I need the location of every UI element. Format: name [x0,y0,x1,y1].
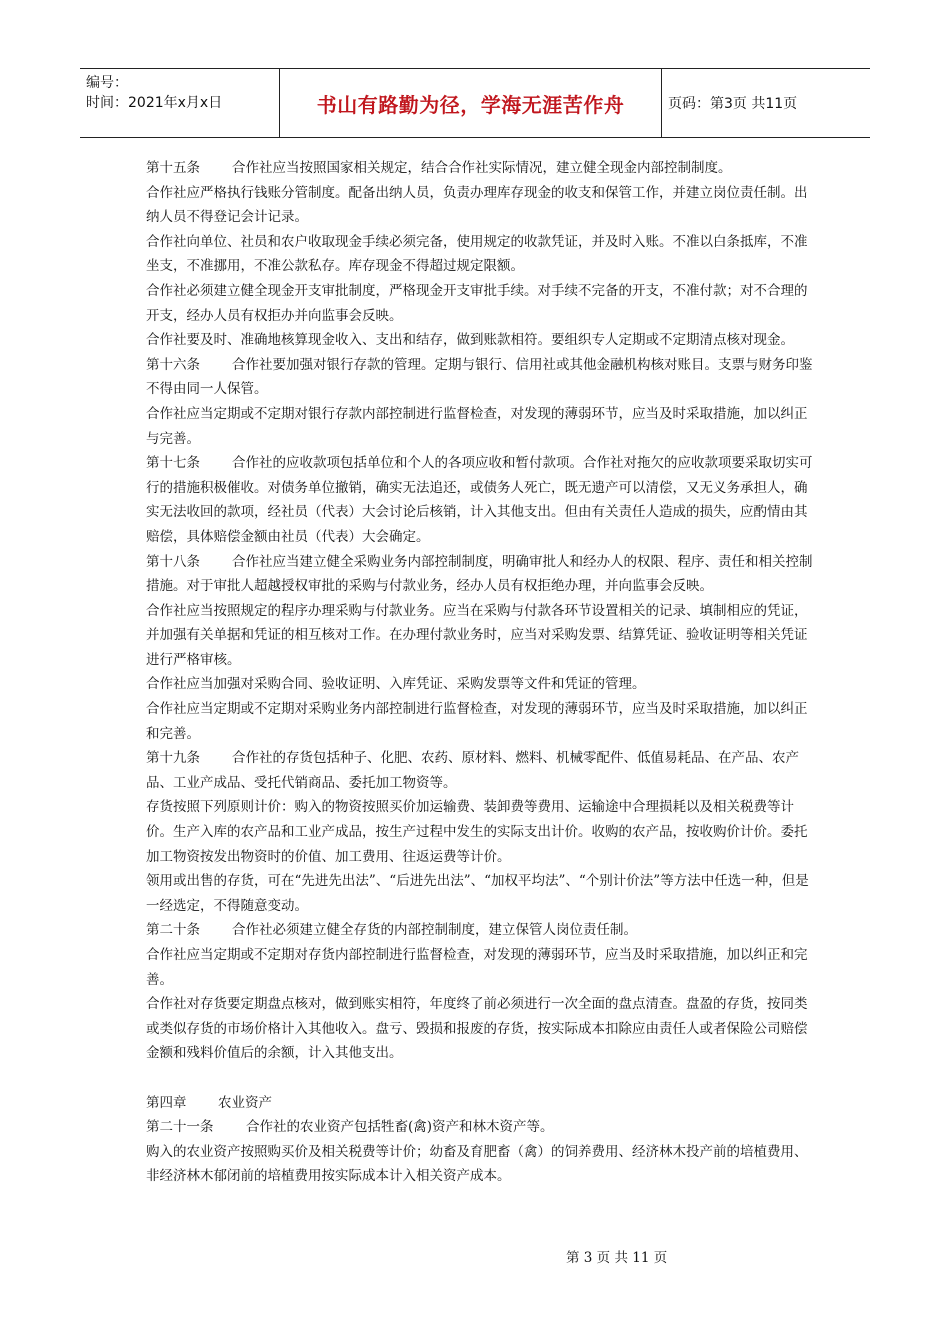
article-number: 第二十一条 [146,1119,214,1136]
body-paragraph [146,402,814,451]
page-header [80,68,870,138]
section-gap [146,1066,814,1091]
article-paragraph [146,918,814,943]
article-paragraph [146,550,814,599]
paragraph-text: 合作社应当建立健全采购业务内部控制制度，明确审批人和经办人的权限、程序、责任和相关控制措施。对于审批人超越授权审批的采购与付款业务，经办人员有权拒绝办理，并向监事会反映。 [146,553,813,595]
paragraph-text: 合作社应当按照规定的程序办理采购与付款业务。应当在采购与付款各环节设置相关的记录、填制相应的凭证，并加强有关单据和凭证的相互核对工作。在办理付款业务时，应当对采购发票、结算凭证、验收证明等相关凭证进行严格审核。 [146,602,808,668]
article-paragraph [146,1115,814,1140]
chapter-title: 农业资产 [218,1094,272,1111]
paragraph-text: 合作社应当定期或不定期对存货内部控制进行监督检查，对发现的薄弱环节，应当及时采取措施，加以纠正和完善。 [146,947,808,988]
header-info [80,69,280,137]
body-paragraph [146,795,814,869]
paragraph-text: 合作社必须建立健全现金开支审批制度，严格现金开支审批手续。对手续不完备的开支，不准付款；对不合理的开支，经办人员有权拒办并向监事会反映。 [146,282,808,324]
paragraph-text: 合作社向单位、社员和农户收取现金手续必须完备，使用规定的收款凭证，并及时入账。不准以白条抵库，不准坐支，不准挪用，不准公款私存。库存现金不得超过规定限额。 [146,233,808,275]
article-number: 第十九条 [146,750,200,767]
paragraph-text: 购入的农业资产按照购买价及相关税费等计价；幼畜及育肥畜（禽）的饲养费用、经济林木投产前的培植费用、非经济林木郁闭前的培植费用按实际成本计入相关资产成本。 [146,1143,808,1185]
chapter-number: 第四章 [146,1094,187,1111]
paragraph-text: 合作社的存货包括种子、化肥、农药、原材料、燃料、机械零配件、低值易耗品、在产品、农产品、工业产成品、受托代销商品、委托加工物资等。 [146,750,799,791]
article-paragraph [146,156,814,181]
document-body [146,156,814,1189]
paragraph-text: 存货按照下列原则计价：购入的物资按照买价加运输费、装卸费等费用、运输途中合理损耗以及相关税费等计价。生产入库的农产品和工业产成品，按生产过程中发生的实际支出计价。收购的农产品，按收购价计价。委托加工物资按发出物资时的价值、加工费用、往返运费等计价。 [146,799,808,865]
paragraph-text: 合作社的农业资产包括牲畜(禽)资产和林木资产等。 [246,1119,554,1136]
chapter-heading [146,1091,814,1116]
paragraph-text: 合作社应当按照国家相关规定，结合合作社实际情况，建立健全现金内部控制制度。 [232,160,732,176]
time-label: 时间：2021年x月x日 [86,95,223,111]
body-paragraph [146,328,814,353]
body-paragraph [146,992,814,1066]
body-paragraph [146,672,814,697]
header-page-code: 页码：第3页 共11页 [668,96,798,112]
body-paragraph [146,599,814,673]
article-paragraph [146,451,814,549]
paragraph-text: 合作社的应收款项包括单位和个人的各项应收和暂付款项。合作社对拖欠的应收款项要采取切实可行的措施积极催收。对债务单位撤销，确实无法追还，或债务人死亡，既无遗产可以清偿，又无义务承担人，确实无法收回的款项，经社员（代表）大会讨论后核销，计入其他支出。但由有关责任人造成的损失，应酌情由其赔偿，具体赔偿金额由社员（代表）大会确定。 [146,455,813,545]
header-motto: 书山有路勤为径，学海无涯苦作舟 [280,69,662,137]
paragraph-text: 合作社应当加强对采购合同、验收证明、入库凭证、采购发票等文件和凭证的管理。 [146,676,646,693]
body-paragraph [146,1140,814,1189]
article-number: 第十八条 [146,553,200,570]
body-paragraph [146,181,814,230]
paragraph-list [146,156,814,1066]
paragraph-text: 合作社应当定期或不定期对银行存款内部控制进行监督检查，对发现的薄弱环节，应当及时采取措施，加以纠正与完善。 [146,405,808,447]
article-number: 第十六条 [146,356,200,373]
paragraph-text: 合作社必须建立健全存货的内部控制制度，建立保管人岗位责任制。 [232,922,637,939]
paragraph-text: 领用或出售的存货，可在“先进先出法”、“后进先出法”、“加权平均法”、“个别计价法”等方法中任选一种，但是一经选定，不得随意变动。 [146,873,809,914]
body-paragraph [146,230,814,279]
article-number: 第二十条 [146,922,200,939]
paragraph-text: 合作社应当定期或不定期对采购业务内部控制进行监督检查，对发现的薄弱环节，应当及时采取措施，加以纠正和完善。 [146,701,808,742]
paragraph-text: 合作社对存货要定期盘点核对，做到账实相符，年度终了前必须进行一次全面的盘点清查。盘盈的存货，按同类或类似存货的市场价格计入其他收入。盘亏、毁损和报废的存货，按实际成本扣除应由责任人或者保险公司赔偿金额和残料价值后的余额，计入其他支出。 [146,996,808,1062]
article-number: 第十五条 [146,160,200,176]
body-paragraph [146,943,814,992]
footer-page-number: 第 3 页 共 11 页 [566,1250,668,1266]
article-number: 第十七条 [146,455,200,472]
paragraph-text: 合作社要及时、准确地核算现金收入、支出和结存，做到账款相符。要组织专人定期或不定期清点核对现金。 [146,332,794,349]
article-paragraph [146,746,814,795]
body-paragraph [146,279,814,328]
number-label: 编号： [86,75,128,91]
paragraph-list-2 [146,1115,814,1189]
body-paragraph [146,697,814,746]
paragraph-text: 合作社应严格执行钱账分管制度。配备出纳人员，负责办理库存现金的收支和保管工作，并建立岗位责任制。出纳人员不得登记会计记录。 [146,184,808,226]
article-paragraph [146,353,814,402]
body-paragraph [146,869,814,918]
paragraph-text: 合作社要加强对银行存款的管理。定期与银行、信用社或其他金融机构核对账目。支票与财务印鉴不得由同一人保管。 [146,356,813,398]
